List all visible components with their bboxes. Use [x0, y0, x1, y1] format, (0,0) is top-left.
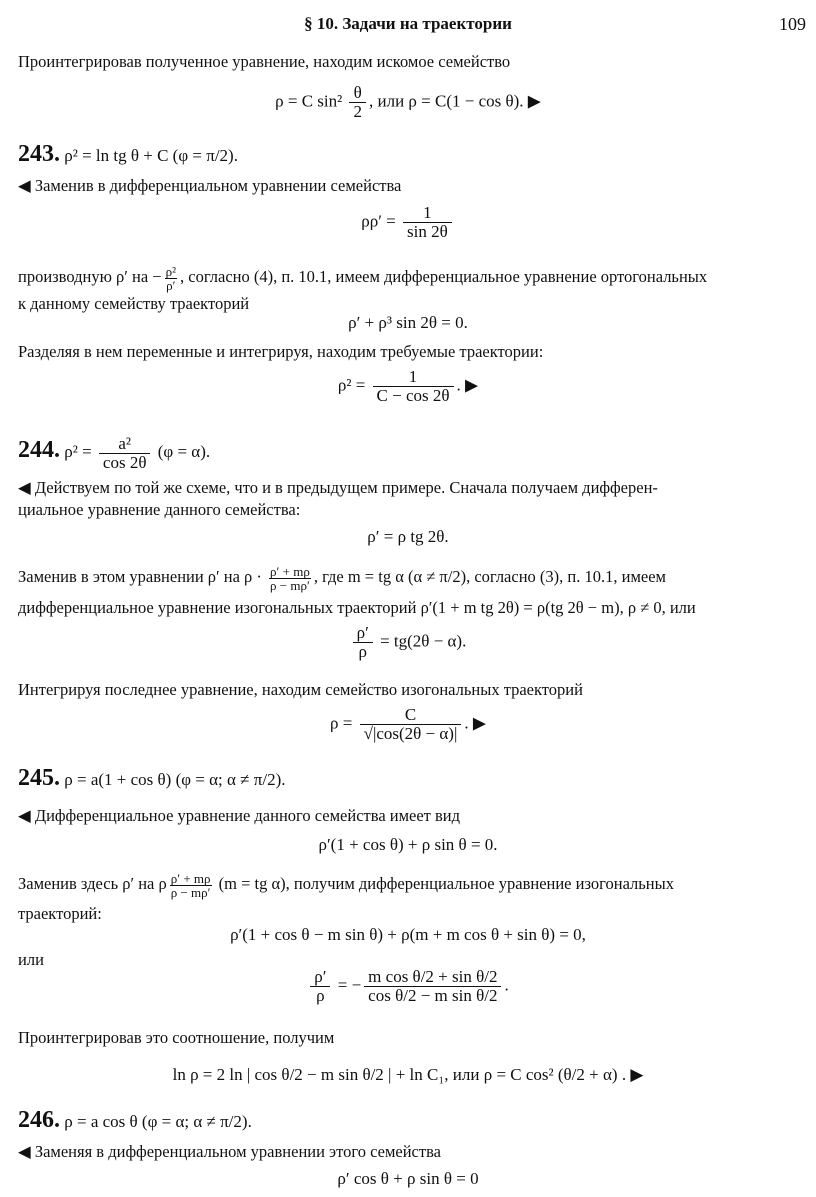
text-line: ◀ Заменяя в дифференциальном уравнении этого семейства — [18, 1142, 441, 1161]
problem-246: 246. ρ = a cos θ (φ = α; α ≠ π/2). — [18, 1107, 252, 1133]
text-line: циальное уравнение данного семейства: — [18, 500, 301, 519]
problem-245: 245. ρ = a(1 + cos θ) (φ = α; α ≠ π/2). — [18, 765, 286, 791]
text-line: ◀ Дифференциальное уравнение данного семейства имеет вид — [18, 806, 461, 825]
equation: $\frac{\rho'}{\rho}$ = tg(2θ − α). — [0, 624, 816, 661]
equation: $\frac{\rho'}{\rho}$ = − $\frac{\text{m cos θ/2 + sin θ/2}}{\text{cos θ/2 − m sin θ/2}}$ . — [0, 968, 816, 1005]
equation: ρ′ = ρ tg 2θ. — [367, 527, 449, 546]
text-line: Заменив в этом уравнении ρ′ на ρ · $\frac{\rho' + m\rho}{\rho - m\rho'}$ , где m = tg α (α ≠ π/2), согласно (3), п. 10.1, имеем — [18, 563, 666, 593]
equation: ρ′ + ρ³ sin 2θ = 0. — [348, 313, 468, 332]
text-line: ◀ Заменив в дифференциальном уравнении семейства — [18, 176, 402, 195]
equation: ρ′ cos θ + ρ sin θ = 0 — [337, 1169, 479, 1188]
equation: ρ′(1 + cos θ − m sin θ) + ρ(m + m cos θ + sin θ) = 0, — [230, 925, 586, 944]
equation: ρ² = $\frac{1}{C - \cos 2\theta}$ . ▶ — [337, 367, 479, 405]
equation: ρ = $\frac{C}{√|\cos(2\theta - \alpha)|}$ . ▶ — [330, 705, 486, 743]
page-number: 109 — [779, 14, 806, 34]
text-line: Разделяя в нем переменные и интегрируя, находим требуемые траектории: — [18, 342, 544, 361]
text-line: ◀ Действуем по той же схеме, что и в предыдущем примере. Сначала получаем дифферен- — [18, 478, 658, 497]
equation: ρ′(1 + cos θ) + ρ sin θ = 0. — [318, 835, 498, 854]
equation: ln ρ = 2 ln | cos θ/2 − m sin θ/2 | + ln C₁, или ρ = C cos² (θ/2 + α) . ▶ — [172, 1065, 644, 1084]
text-line: Интегрируя последнее уравнение, находим семейство изогональных траекторий — [18, 680, 583, 699]
text-line: траекторий: — [18, 904, 102, 923]
text-line: или — [18, 950, 44, 969]
section-title: § 10. Задачи на траектории — [304, 14, 512, 33]
text-line: дифференциальное уравнение изогональных траекторий ρ′(1 + m tg 2θ) = ρ(tg 2θ − m), ρ ≠ 0, или — [18, 598, 696, 617]
equation: ρρ′ = $\frac{1}{\sin 2\theta}$ — [0, 204, 816, 241]
text-line: Проинтегрировав это соотношение, получим — [18, 1028, 335, 1047]
text-line: Проинтегрировав полученное уравнение, находим искомое семейство — [18, 52, 511, 71]
page-header — [0, 14, 816, 38]
text-line: производную ρ′ на − $\frac{\text{ρ²}}{\rho'}$ , согласно (4), п. 10.1, имеем дифференциальное уравнение ортогональных — [18, 263, 708, 293]
problem-244: 244. ρ² = $\frac{\text{a²}}{\cos 2\theta}$ (φ = α). — [18, 433, 211, 472]
text-line: Заменив здесь ρ′ на ρ $\frac{\rho' + m\rho}{\rho - m\rho'}$ (m = tg α), получим дифференциальное уравнение изогональных — [18, 870, 674, 900]
equation: ρ = C sin² $\frac{\theta}{2}$ , или ρ = C(1 − cos θ). ▶ — [275, 83, 541, 121]
text-line: к данному семейству траекторий — [18, 294, 250, 313]
problem-243: 243. ρ² = ln tg θ + C (φ = π/2). — [18, 141, 238, 167]
